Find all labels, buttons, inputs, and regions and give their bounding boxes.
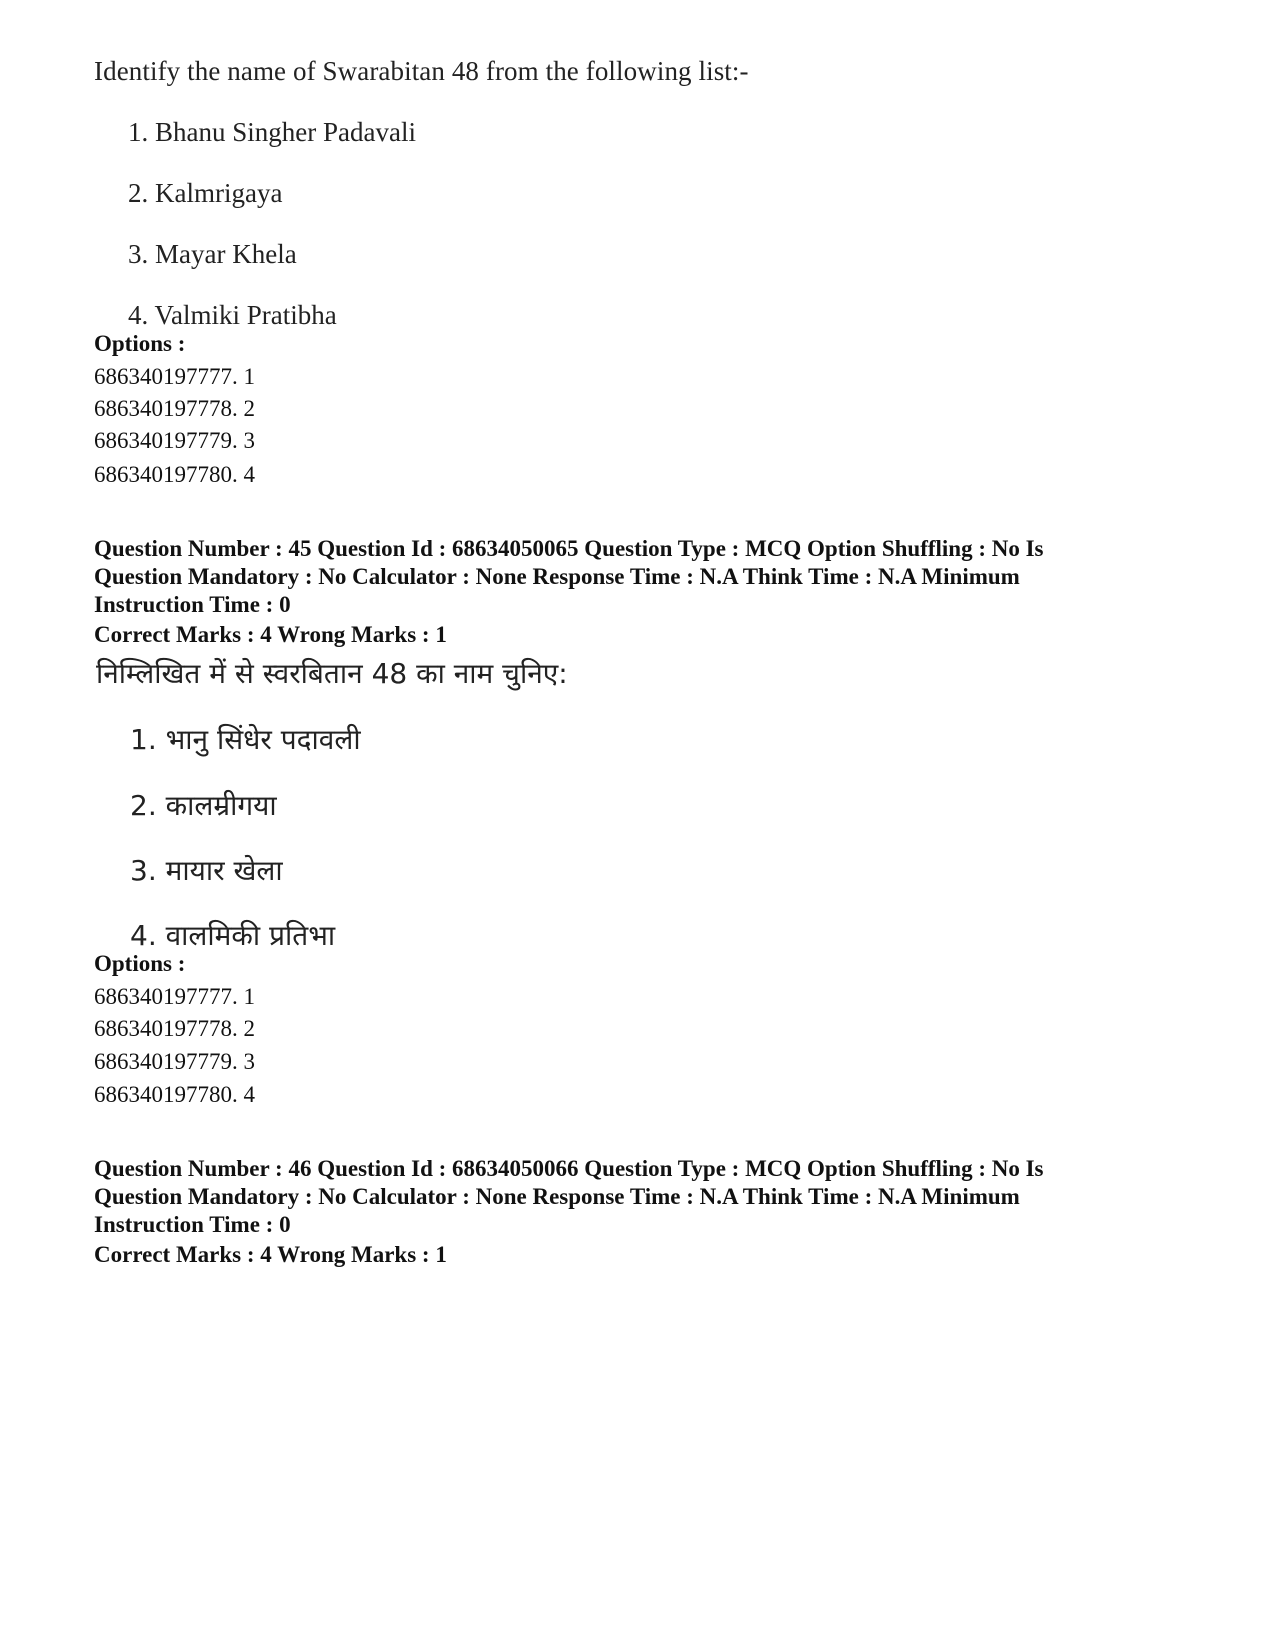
question-prompt-english: Identify the name of Swarabitan 48 from the following list:- bbox=[94, 56, 749, 86]
list-item: 4. वालमिकी प्रतिभा bbox=[130, 919, 336, 952]
question-meta-45 bbox=[94, 535, 1184, 619]
option-line: 686340197780. 4 bbox=[94, 1082, 255, 1107]
list-item: 2. Kalmrigaya bbox=[128, 178, 283, 208]
question-prompt-hindi: निम्लिखित में से स्वरबितान 48 का नाम चुनिए: bbox=[96, 657, 568, 690]
meta-line: Instruction Time : 0 bbox=[94, 592, 291, 617]
question-meta-46 bbox=[94, 1155, 1184, 1239]
list-item: 1. भानु सिंधेर पदावली bbox=[130, 723, 361, 756]
option-line: 686340197777. 1 bbox=[94, 364, 255, 389]
question-marks-45: Correct Marks : 4 Wrong Marks : 1 bbox=[94, 622, 447, 647]
meta-line: Question Number : 46 Question Id : 68634050066 Question Type : MCQ Option Shuffling : No Is bbox=[94, 1156, 1044, 1181]
list-item: 3. मायार खेला bbox=[130, 854, 283, 887]
list-item: 3. Mayar Khela bbox=[128, 239, 297, 269]
option-line: 686340197778. 2 bbox=[94, 1016, 255, 1041]
meta-line: Instruction Time : 0 bbox=[94, 1212, 291, 1237]
option-line: 686340197779. 3 bbox=[94, 428, 255, 453]
list-item: 1. Bhanu Singher Padavali bbox=[128, 117, 416, 147]
option-line: 686340197779. 3 bbox=[94, 1049, 255, 1074]
options-label: Options : bbox=[94, 951, 186, 976]
meta-line: Question Mandatory : No Calculator : None Response Time : N.A Think Time : N.A Minimum bbox=[94, 1184, 1020, 1209]
meta-line: Question Mandatory : No Calculator : None Response Time : N.A Think Time : N.A Minimum bbox=[94, 564, 1020, 589]
meta-line: Question Number : 45 Question Id : 68634050065 Question Type : MCQ Option Shuffling : No Is bbox=[94, 536, 1044, 561]
question-marks-46: Correct Marks : 4 Wrong Marks : 1 bbox=[94, 1242, 447, 1267]
options-label: Options : bbox=[94, 331, 186, 356]
list-item: 4. Valmiki Pratibha bbox=[128, 300, 337, 330]
option-line: 686340197777. 1 bbox=[94, 984, 255, 1009]
option-line: 686340197780. 4 bbox=[94, 462, 255, 487]
option-line: 686340197778. 2 bbox=[94, 396, 255, 421]
list-item: 2. कालम्रीगया bbox=[130, 789, 277, 822]
